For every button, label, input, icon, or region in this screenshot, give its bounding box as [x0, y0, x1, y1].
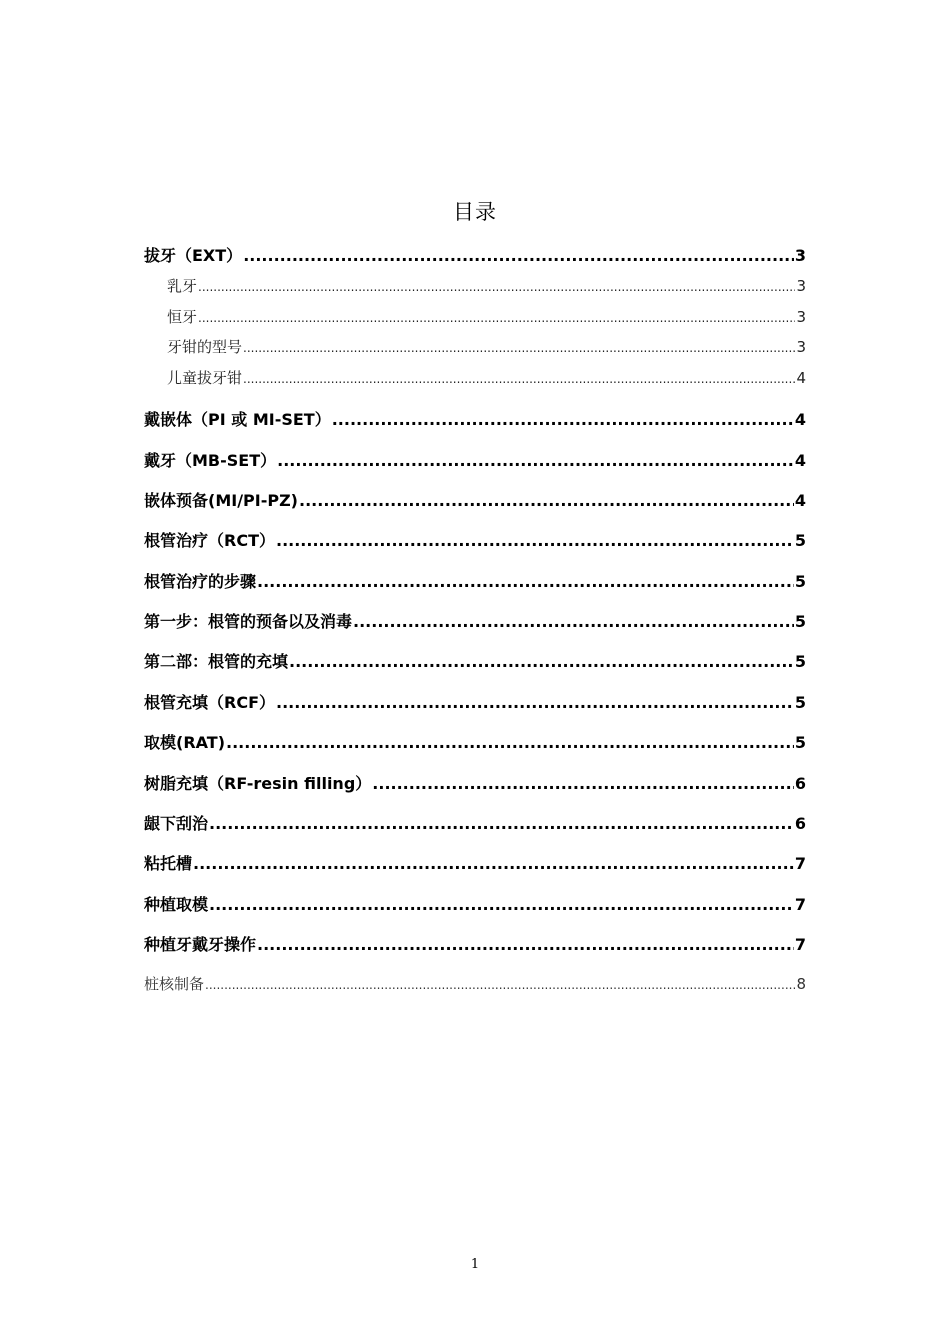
dot-leader [299, 491, 794, 510]
toc-entry-label: 树脂充填（RF-resin filling） [144, 774, 372, 793]
toc-entry-label: 牙钳的型号 [167, 338, 243, 356]
dot-leader [276, 531, 794, 550]
dot-leader [205, 978, 795, 992]
toc-entry-label: 根管治疗的步骤 [144, 572, 257, 591]
toc-entry-label: 戴牙（MB-SET） [144, 451, 277, 470]
dot-leader [198, 311, 795, 325]
toc-page-number: 3 [796, 308, 806, 326]
toc-entry-primary-teeth[interactable] [167, 275, 806, 297]
toc-entry-post-core[interactable] [144, 973, 806, 995]
dot-leader [226, 733, 794, 752]
toc-entry-label: 龈下刮治 [144, 814, 209, 833]
toc-page-number: 3 [794, 246, 806, 265]
toc-page-number: 3 [796, 338, 806, 356]
toc-entry-permanent-teeth[interactable] [167, 306, 806, 328]
toc-entry-label: 第一步：根管的预备以及消毒 [144, 612, 353, 631]
dot-leader [243, 246, 794, 265]
dot-leader [353, 612, 794, 631]
toc-entry-implant-crown[interactable] [144, 932, 806, 954]
dot-leader [276, 693, 794, 712]
toc-entry-label: 第二部：根管的充填 [144, 652, 289, 671]
toc-entry-rct-steps[interactable] [144, 569, 806, 591]
dot-leader [198, 280, 795, 294]
toc-entry-step-two[interactable] [144, 649, 806, 671]
toc-entry-label: 恒牙 [167, 308, 198, 326]
dot-leader [289, 652, 794, 671]
dot-leader [277, 451, 794, 470]
table-of-contents [144, 0, 806, 1344]
toc-page-number: 5 [794, 733, 806, 752]
toc-page-number: 5 [794, 572, 806, 591]
toc-entry-label: 取模(RAT) [144, 733, 226, 752]
dot-leader [372, 774, 794, 793]
toc-page-number: 4 [794, 451, 806, 470]
toc-entry-rcf[interactable] [144, 690, 806, 712]
toc-page-number: 4 [796, 369, 806, 387]
toc-entry-inlay-prep[interactable] [144, 488, 806, 510]
toc-entry-label: 粘托槽 [144, 854, 193, 873]
toc-entry-label: 儿童拔牙钳 [167, 369, 243, 387]
toc-page-number: 7 [794, 854, 806, 873]
toc-entry-label: 桩核制备 [144, 975, 205, 993]
dot-leader [257, 935, 794, 954]
toc-entry-inlay-set[interactable] [144, 407, 806, 429]
toc-page-number: 6 [794, 814, 806, 833]
toc-entry-label: 乳牙 [167, 277, 198, 295]
toc-entry-rct[interactable] [144, 528, 806, 550]
toc-entry-step-one[interactable] [144, 609, 806, 631]
dot-leader [209, 895, 794, 914]
toc-entry-label: 嵌体预备(MI/PI-PZ) [144, 491, 298, 510]
toc-page-number: 4 [794, 491, 806, 510]
toc-entry-label: 根管充填（RCF） [144, 693, 275, 712]
toc-page-number: 7 [794, 895, 806, 914]
toc-entry-label: 根管治疗（RCT） [144, 531, 275, 550]
dot-leader [243, 372, 795, 386]
toc-entry-label: 种植取模 [144, 895, 209, 914]
toc-entry-label: 戴嵌体（PI 或 MI-SET） [144, 410, 331, 429]
toc-page-number: 4 [794, 410, 806, 429]
dot-leader [193, 854, 794, 873]
toc-page-number: 3 [796, 277, 806, 295]
toc-entry-forceps-types[interactable] [167, 336, 806, 358]
dot-leader [332, 410, 794, 429]
toc-entry-label: 种植牙戴牙操作 [144, 935, 257, 954]
toc-entry-label: 拔牙（EXT） [144, 246, 243, 265]
toc-page-number: 5 [794, 693, 806, 712]
toc-entry-rat[interactable] [144, 730, 806, 752]
toc-entry-mb-set[interactable] [144, 448, 806, 470]
page-number: 1 [470, 1257, 480, 1272]
dot-leader [243, 341, 795, 355]
dot-leader [257, 572, 794, 591]
toc-page-number: 5 [794, 531, 806, 550]
toc-page-number: 5 [794, 612, 806, 631]
toc-page-number: 8 [796, 975, 806, 993]
toc-page-number: 7 [794, 935, 806, 954]
toc-entry-implant-impression[interactable] [144, 892, 806, 914]
toc-entry-resin-filling[interactable] [144, 771, 806, 793]
toc-entry-extraction[interactable] [144, 243, 806, 265]
dot-leader [209, 814, 794, 833]
toc-page-number: 5 [794, 652, 806, 671]
toc-title: 目录 [453, 200, 497, 224]
toc-entry-subgingival-scaling[interactable] [144, 811, 806, 833]
toc-entry-child-forceps[interactable] [167, 367, 806, 389]
toc-page-number: 6 [794, 774, 806, 793]
toc-entry-bracket-bonding[interactable] [144, 851, 806, 873]
